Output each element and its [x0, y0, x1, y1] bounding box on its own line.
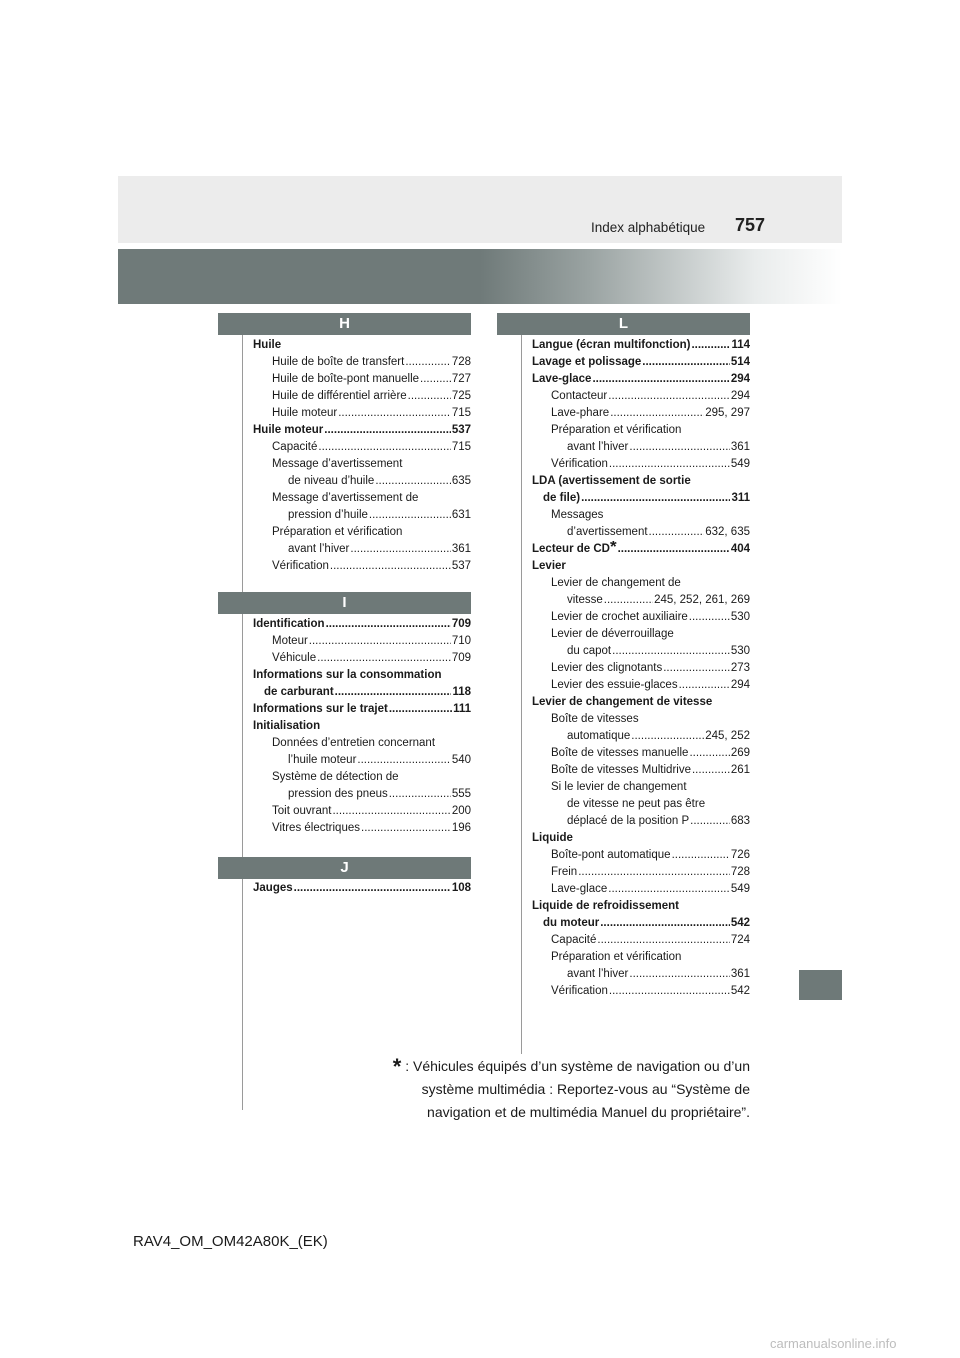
index-entry-page: 728	[451, 356, 471, 368]
dot-leader	[608, 881, 730, 898]
index-entry	[532, 728, 750, 745]
index-entry-term: Vitres électriques	[272, 822, 360, 834]
index-entry-page: 269	[730, 747, 750, 759]
letter-bar-l: L	[497, 313, 750, 335]
index-entry-term: Vérification	[551, 458, 608, 470]
index-entry	[532, 371, 750, 388]
index-entry	[253, 473, 471, 490]
index-entry	[532, 456, 750, 473]
index-entry	[532, 626, 750, 643]
index-entry	[253, 337, 471, 354]
index-entry	[532, 490, 750, 507]
dot-leader	[317, 650, 451, 667]
index-entry	[253, 633, 471, 650]
index-entry-page: 709	[451, 652, 471, 664]
index-entry	[253, 490, 471, 507]
index-entry-term: Système de détection de	[272, 771, 399, 783]
index-entry-term: Boîte de vitesses	[551, 713, 639, 725]
index-entry	[532, 796, 750, 813]
index-entry	[532, 932, 750, 949]
index-entry-term: Levier	[532, 560, 566, 572]
index-entry-page: 294	[730, 373, 750, 385]
dot-leader	[649, 524, 705, 541]
index-entry	[532, 694, 750, 711]
dot-leader	[672, 847, 730, 864]
dot-leader	[642, 354, 730, 371]
index-entry	[253, 422, 471, 439]
index-entry-page: 196	[451, 822, 471, 834]
watermark: carmanualsonline.info	[770, 1336, 897, 1351]
index-entry-page: 632, 635	[705, 526, 750, 538]
index-entry-term: Jauges	[253, 882, 293, 894]
index-entry-term: Huile moteur	[253, 424, 324, 436]
index-entry-term: Lecteur de CD	[532, 543, 610, 555]
index-entry	[532, 898, 750, 915]
index-entry	[253, 616, 471, 633]
header-band	[118, 249, 842, 304]
index-entry	[532, 864, 750, 881]
index-entry-page: 273	[730, 662, 750, 674]
index-entry	[532, 830, 750, 847]
index-entry-term: Levier de changement de	[551, 577, 681, 589]
dot-leader	[326, 616, 451, 633]
dot-leader	[608, 388, 730, 405]
index-entry	[532, 354, 750, 371]
dot-leader	[631, 728, 704, 745]
index-entry	[253, 701, 471, 718]
index-entry-term: Vérification	[272, 560, 329, 572]
index-entry-page: 635	[451, 475, 471, 487]
index-entry-term: Préparation et vérification	[272, 526, 403, 538]
index-entry-term: Boîte de vitesses Multidrive	[551, 764, 691, 776]
index-entry	[532, 762, 750, 779]
section-title: Index alphabétique	[591, 220, 706, 235]
index-entry-term: de carburant	[264, 686, 334, 698]
index-entry-term: vitesse	[567, 594, 603, 606]
index-entry	[253, 752, 471, 769]
letter-bar-i: I	[218, 592, 471, 614]
index-entry	[532, 983, 750, 1000]
index-entry	[532, 915, 750, 932]
dot-leader	[610, 405, 704, 422]
dot-leader	[618, 541, 730, 558]
dot-leader	[369, 507, 451, 524]
index-entry-term: Levier des clignotants	[551, 662, 663, 674]
index-entry-page: 245, 252, 261, 269	[654, 594, 750, 606]
index-entry	[253, 684, 471, 701]
index-entry	[253, 456, 471, 473]
index-entry-term: Boîte de vitesses manuelle	[551, 747, 689, 759]
index-entry-term: Messages	[551, 509, 604, 521]
index-list-j	[253, 880, 471, 897]
dot-leader	[332, 803, 450, 820]
index-entry	[253, 803, 471, 820]
index-entry	[253, 820, 471, 837]
index-entry-page: 118	[452, 686, 471, 698]
index-entry	[532, 405, 750, 422]
index-entry-term: Levier de déverrouillage	[551, 628, 674, 640]
index-entry	[532, 711, 750, 728]
index-entry	[532, 779, 750, 796]
index-entry-page: 111	[453, 703, 471, 715]
index-entry	[253, 667, 471, 684]
index-entry-term: Identification	[253, 618, 325, 630]
index-entry-term: Préparation et vérification	[551, 951, 682, 963]
index-entry-page: 114	[731, 339, 750, 351]
index-entry-term: Vérification	[551, 985, 608, 997]
index-entry	[532, 592, 750, 609]
dot-leader	[609, 983, 730, 1000]
dot-leader	[689, 609, 730, 626]
index-entry-page: 710	[451, 635, 471, 647]
index-entry-term: de niveau d’huile	[288, 475, 375, 487]
index-entry-term: Huile	[253, 339, 282, 351]
letter-bar-h: H	[218, 313, 471, 335]
index-entry-page: 715	[451, 441, 471, 453]
dot-leader	[361, 820, 451, 837]
index-entry	[532, 949, 750, 966]
index-entry-term: avant l’hiver	[288, 543, 350, 555]
index-entry	[532, 473, 750, 490]
index-entry-page: 542	[730, 985, 750, 997]
index-entry-page: 725	[451, 390, 471, 402]
index-entry-term: avant l’hiver	[567, 441, 629, 453]
index-entry	[532, 881, 750, 898]
index-entry-term: Boîte-pont automatique	[551, 849, 671, 861]
dot-leader	[420, 371, 451, 388]
index-entry-term: Capacité	[272, 441, 318, 453]
index-entry	[532, 643, 750, 660]
index-entry-page: 261	[730, 764, 750, 776]
dot-leader	[578, 864, 730, 881]
dot-leader	[604, 592, 653, 609]
dot-leader	[679, 677, 730, 694]
middle-column-rule	[521, 334, 522, 1054]
index-entry	[253, 558, 471, 575]
index-entry-page: 728	[730, 866, 750, 878]
footnote	[360, 1055, 750, 1124]
index-entry-term: Informations sur le trajet	[253, 703, 388, 715]
dot-leader	[318, 439, 450, 456]
index-entry-page: 726	[730, 849, 750, 861]
dot-leader	[597, 932, 729, 949]
index-entry-page: 361	[730, 441, 750, 453]
dot-leader	[294, 880, 451, 897]
dot-leader	[690, 813, 730, 830]
dot-leader	[408, 388, 451, 405]
dot-leader	[405, 354, 450, 371]
index-entry-term: Huile moteur	[272, 407, 338, 419]
index-entry-page: 715	[451, 407, 471, 419]
index-entry-page: 108	[451, 882, 471, 894]
index-entry	[532, 507, 750, 524]
index-entry	[532, 847, 750, 864]
dot-leader	[330, 558, 451, 575]
index-entry-term: Huile de boîte de transfert	[272, 356, 405, 368]
index-entry	[253, 786, 471, 803]
index-entry	[253, 524, 471, 541]
index-entry-term: du capot	[567, 645, 612, 657]
dot-leader	[581, 490, 730, 507]
dot-leader	[335, 684, 452, 701]
index-entry-page: 537	[451, 560, 471, 572]
letter-bar-j: J	[218, 857, 471, 879]
chapter-side-tab	[799, 970, 842, 1000]
index-entry	[532, 813, 750, 830]
index-entry-page: 294	[730, 390, 750, 402]
index-entry	[532, 558, 750, 575]
index-entry-term: Huile de boîte-pont manuelle	[272, 373, 420, 385]
index-entry-term: Véhicule	[272, 652, 317, 664]
index-entry-page: 245, 252	[705, 730, 750, 742]
index-entry	[253, 388, 471, 405]
index-entry-term: de vitesse ne peut pas être	[567, 798, 706, 810]
index-entry-term: Levier de crochet auxiliaire	[551, 611, 688, 623]
index-entry	[532, 966, 750, 983]
dot-leader	[592, 371, 729, 388]
dot-leader	[629, 966, 729, 983]
index-entry	[253, 371, 471, 388]
page-number: 757	[735, 215, 766, 235]
index-entry-term: Informations sur la consommation	[253, 669, 442, 681]
index-entry-page: 361	[451, 543, 471, 555]
index-entry-page: 404	[730, 543, 750, 555]
index-entry	[532, 524, 750, 541]
index-entry-page: 295, 297	[705, 407, 750, 419]
index-entry-term: Liquide de refroidissement	[532, 900, 679, 912]
dot-leader	[350, 541, 450, 558]
index-entry-page: 540	[451, 754, 471, 766]
index-list-l	[532, 337, 750, 1000]
index-entry-term: Contacteur	[551, 390, 608, 402]
left-column-rule	[242, 334, 243, 1110]
index-entry-page: 724	[730, 934, 750, 946]
index-entry-term: d’avertissement	[567, 526, 648, 538]
index-entry-term: du moteur	[543, 917, 600, 929]
index-entry-term: Message d’avertissement de	[272, 492, 419, 504]
index-entry-term: LDA (avertissement de sortie	[532, 475, 691, 487]
index-entry	[532, 439, 750, 456]
document-code: RAV4_OM_OM42A80K_(EK)	[133, 1233, 328, 1250]
footnote-line-1: : Véhicules équipés d’un système de navigation ou d’un	[405, 1058, 750, 1074]
index-entry	[532, 422, 750, 439]
index-entry	[253, 880, 471, 897]
index-entry-term: l’huile moteur	[288, 754, 357, 766]
index-entry-term: pression d’huile	[288, 509, 368, 521]
index-entry	[532, 388, 750, 405]
index-entry-page: 514	[730, 356, 750, 368]
index-entry-page: 530	[730, 611, 750, 623]
index-entry-term: Levier des essuie-glaces	[551, 679, 678, 691]
index-entry-term: Liquide	[532, 832, 573, 844]
index-entry	[532, 575, 750, 592]
index-entry-term: Préparation et vérification	[551, 424, 682, 436]
index-entry	[253, 735, 471, 752]
index-entry-term: Lave-phare	[551, 407, 610, 419]
index-entry	[253, 439, 471, 456]
index-entry	[532, 745, 750, 762]
index-entry	[253, 769, 471, 786]
index-entry	[253, 718, 471, 735]
index-entry-page: 549	[730, 883, 750, 895]
dot-leader	[612, 643, 730, 660]
index-entry-page: 537	[451, 424, 471, 436]
footnote-line-2: système multimédia : Reportez-vous au “Système de	[421, 1081, 750, 1097]
index-entry-page: 631	[451, 509, 471, 521]
index-entry	[532, 677, 750, 694]
dot-leader	[600, 915, 730, 932]
index-list-i	[253, 616, 471, 837]
index-entry-page: 311	[731, 492, 750, 504]
dot-leader	[609, 456, 730, 473]
index-entry-term: Moteur	[272, 635, 308, 647]
index-entry	[253, 354, 471, 371]
index-entry-page: 530	[730, 645, 750, 657]
dot-leader	[309, 633, 451, 650]
index-entry: Lecteur de CD * ..... 404	[532, 541, 750, 558]
index-entry-term: Langue (écran multifonction)	[532, 339, 691, 351]
index-entry-term: avant l’hiver	[567, 968, 629, 980]
dot-leader	[389, 701, 452, 718]
index-entry-page: 361	[730, 968, 750, 980]
index-entry-term: Lave-glace	[551, 883, 608, 895]
index-entry	[253, 405, 471, 422]
index-entry-page: 542	[730, 917, 750, 929]
index-entry-term: déplacé de la position P	[567, 815, 690, 827]
index-entry-term: Capacité	[551, 934, 597, 946]
dot-leader	[691, 337, 730, 354]
index-entry-term: Message d’avertissement	[272, 458, 403, 470]
index-list-h	[253, 337, 471, 575]
dot-leader	[629, 439, 729, 456]
index-entry-term: Si le levier de changement	[551, 781, 687, 793]
index-entry-page: 549	[730, 458, 750, 470]
dot-leader	[389, 786, 451, 803]
dot-leader	[324, 422, 451, 439]
index-entry-page: 709	[451, 618, 471, 630]
dot-leader	[663, 660, 730, 677]
index-entry	[253, 541, 471, 558]
index-entry	[532, 609, 750, 626]
index-entry-term: Lave-glace	[532, 373, 592, 385]
index-entry-term: pression des pneus	[288, 788, 388, 800]
index-entry	[532, 337, 750, 354]
index-entry	[253, 507, 471, 524]
index-entry-page: 294	[730, 679, 750, 691]
index-entry-term: automatique	[567, 730, 631, 742]
dot-leader	[692, 762, 730, 779]
footnote-star: *	[392, 1054, 402, 1079]
index-entry-term: Levier de changement de vitesse	[532, 696, 713, 708]
dot-leader	[689, 745, 729, 762]
dot-leader	[375, 473, 450, 490]
index-entry-term: de file)	[543, 492, 581, 504]
index-entry-term: Données d’entretien concernant	[272, 737, 436, 749]
dot-leader	[338, 405, 451, 422]
dot-leader	[357, 752, 450, 769]
index-entry-term: Frein	[551, 866, 578, 878]
index-entry	[253, 650, 471, 667]
header-background	[118, 176, 842, 243]
index-entry	[532, 660, 750, 677]
footnote-line-3: navigation et de multimédia Manuel du propriétaire”.	[427, 1104, 750, 1120]
index-entry-page: 683	[730, 815, 750, 827]
index-entry-page: 200	[451, 805, 471, 817]
index-entry-term: Huile de différentiel arrière	[272, 390, 407, 402]
index-entry-term: Lavage et polissage	[532, 356, 642, 368]
index-entry-term: Toit ouvrant	[272, 805, 332, 817]
index-entry-term: Initialisation	[253, 720, 321, 732]
index-entry-page: 727	[451, 373, 471, 385]
index-entry-page: 555	[451, 788, 471, 800]
